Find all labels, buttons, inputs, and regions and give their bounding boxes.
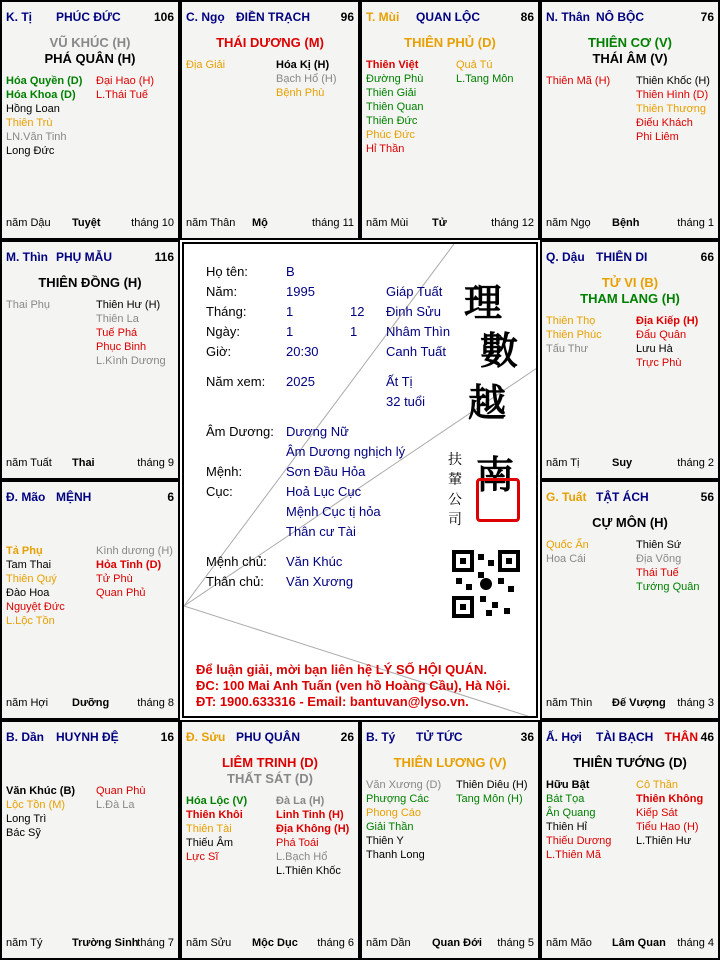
star-column-right bbox=[456, 58, 513, 86]
minor-star: Tang Môn (H) bbox=[456, 793, 523, 805]
star-column-left bbox=[6, 544, 65, 628]
value-nam-can: Giáp Tuất bbox=[386, 284, 443, 299]
label-ho-ten: Họ tên: bbox=[206, 264, 248, 279]
palace-number: 16 bbox=[160, 730, 174, 744]
minor-star: Quan Phủ bbox=[96, 587, 146, 599]
minor-star: L.Lộc Tồn bbox=[6, 615, 55, 627]
palace-branch: Đ. Mão bbox=[6, 490, 46, 504]
minor-star: L.Bạch Hổ bbox=[276, 851, 328, 863]
main-star: THIÊN TƯỚNG (D) bbox=[573, 755, 687, 770]
star-column-left bbox=[186, 58, 225, 72]
palace-year: năm Dần bbox=[366, 937, 411, 949]
than-marker: THÂN bbox=[664, 730, 698, 744]
minor-star: Thiên Khôi bbox=[186, 809, 243, 821]
value-gio-can: Canh Tuất bbox=[386, 344, 446, 359]
star-column-left bbox=[6, 784, 75, 840]
palace-branch: N. Thân bbox=[546, 10, 590, 24]
minor-star: Quả Tú bbox=[456, 59, 493, 71]
minor-star: Thiên Thọ bbox=[546, 315, 596, 327]
minor-star: Cô Thần bbox=[636, 779, 678, 791]
palace-branch: G. Tuất bbox=[546, 490, 587, 504]
minor-star: Thiên Hình (D) bbox=[636, 89, 709, 101]
palace-hoi[interactable] bbox=[540, 720, 720, 960]
palace-year: năm Hợi bbox=[6, 697, 49, 709]
minor-star: Thiên Việt bbox=[366, 59, 419, 71]
minor-star: Bác Sỹ bbox=[6, 827, 41, 839]
star-column-left bbox=[6, 298, 50, 312]
star-column-right bbox=[96, 784, 146, 812]
minor-star: Quốc Ấn bbox=[546, 539, 589, 551]
palace-mui[interactable] bbox=[360, 0, 540, 240]
minor-star: Phượng Các bbox=[366, 793, 429, 805]
minor-star: Thiên Khốc (H) bbox=[636, 75, 710, 87]
minor-star: Tam Thai bbox=[6, 559, 52, 571]
minor-star: Địa Kiếp (H) bbox=[636, 315, 699, 327]
minor-star: Hóa Kị (H) bbox=[276, 59, 330, 71]
palace-name: THIÊN DI bbox=[596, 250, 648, 264]
minor-star: Phá Toái bbox=[276, 837, 319, 849]
value-ngay: 1 bbox=[286, 324, 294, 339]
minor-star: Phi Liêm bbox=[636, 131, 679, 143]
star-column-right bbox=[636, 778, 703, 848]
minor-star: Thiên La bbox=[96, 313, 139, 325]
minor-star: Lực Sĩ bbox=[186, 851, 219, 863]
value-cuc: Hoả Lục Cục bbox=[286, 484, 362, 499]
qr-code-icon[interactable] bbox=[452, 550, 520, 618]
minor-star: Quan Phù bbox=[96, 785, 146, 797]
minor-star: Long Trì bbox=[6, 813, 47, 825]
value-cuc-3: Thân cư Tài bbox=[286, 524, 356, 539]
palace-name: QUAN LỘC bbox=[416, 10, 480, 24]
minor-star: Địa Giải bbox=[186, 59, 226, 71]
minor-star: Lưu Hà bbox=[636, 343, 673, 355]
palace-stage: Đế Vượng bbox=[612, 697, 666, 709]
minor-star: Hóa Khoa (D) bbox=[6, 89, 76, 101]
palace-number: 56 bbox=[700, 490, 714, 504]
contact-line-2: ĐC: 100 Mai Anh Tuấn (ven hồ Hoàng Cầu), Hà Nội. bbox=[196, 678, 511, 693]
star-column-left bbox=[186, 794, 247, 864]
star-column-left bbox=[546, 778, 611, 862]
palace-month: tháng 7 bbox=[137, 937, 174, 949]
minor-star: Thiên Trù bbox=[6, 117, 53, 129]
value-menh: Sơn Đầu Hỏa bbox=[286, 464, 366, 479]
value-cuc-2: Mệnh Cục tị hỏa bbox=[286, 504, 381, 519]
main-star: TỬ VI (B) bbox=[601, 275, 659, 290]
star-column-left bbox=[6, 74, 82, 158]
minor-star: Bệnh Phù bbox=[276, 87, 325, 99]
minor-star: Thiếu Dương bbox=[546, 835, 612, 847]
minor-star: Hồng Loan bbox=[6, 103, 60, 115]
minor-star: Linh Tinh (H) bbox=[276, 809, 344, 821]
palace-suu[interactable] bbox=[180, 720, 360, 960]
palace-ngo[interactable] bbox=[180, 0, 360, 240]
minor-star: Đường Phù bbox=[366, 73, 424, 85]
value-than-chu: Văn Xương bbox=[286, 574, 354, 589]
minor-star: Nguyệt Đức bbox=[6, 601, 65, 613]
value-thang: 1 bbox=[286, 304, 294, 319]
palace-year: năm Mùi bbox=[366, 217, 409, 229]
minor-star: Kình dương (H) bbox=[96, 545, 173, 557]
calligraphy-char-2: 數 bbox=[480, 328, 519, 373]
minor-star: Thiếu Âm bbox=[186, 837, 234, 849]
palace-month: tháng 12 bbox=[491, 217, 534, 229]
palace-branch: B. Tý bbox=[366, 730, 396, 744]
minor-star: Hóa Quyền (D) bbox=[6, 75, 83, 87]
minor-star: Thiên Hư (H) bbox=[96, 299, 161, 311]
minor-star: Đại Hao (H) bbox=[96, 75, 155, 87]
contact-line-3: ĐT: 1900.633316 - Email: bantuvan@lyso.vn. bbox=[196, 694, 469, 709]
main-star: THIÊN PHỦ (D) bbox=[404, 35, 496, 50]
palace-stage: Trường Sinh bbox=[72, 937, 139, 949]
label-cuc: Cục: bbox=[206, 484, 233, 499]
minor-star: Thiên Mã (H) bbox=[546, 75, 611, 87]
star-column-left bbox=[546, 314, 602, 356]
palace-year: năm Mão bbox=[546, 937, 592, 949]
main-star: VŨ KHÚC (H) bbox=[49, 35, 131, 50]
palace-branch: K. Tị bbox=[6, 10, 32, 24]
label-thang: Tháng: bbox=[206, 304, 247, 319]
minor-star: Đà La (H) bbox=[276, 795, 325, 807]
value-gio: 20:30 bbox=[286, 344, 319, 359]
palace-stage: Tử bbox=[432, 217, 447, 229]
palace-number: 106 bbox=[153, 10, 174, 24]
minor-star: Địa Võng bbox=[636, 553, 682, 565]
star-column-left bbox=[546, 74, 610, 88]
value-menh-chu: Văn Khúc bbox=[286, 554, 343, 569]
label-menh-chu: Mệnh chủ: bbox=[206, 554, 267, 569]
palace-stage: Thai bbox=[72, 457, 95, 469]
palace-name: MỆNH bbox=[56, 490, 92, 504]
palace-stage: Tuyệt bbox=[72, 217, 101, 229]
palace-ty2[interactable] bbox=[360, 720, 540, 960]
minor-star: Thái Tuế bbox=[636, 567, 679, 579]
minor-star: Hóa Lộc (V) bbox=[186, 795, 248, 807]
minor-star: Thiên Diêu (H) bbox=[456, 779, 528, 791]
palace-number: 46 bbox=[700, 730, 714, 744]
palace-branch: C. Ngọ bbox=[186, 10, 225, 24]
star-column-left bbox=[546, 538, 589, 566]
minor-star: Trực Phù bbox=[636, 357, 682, 369]
palace-ty[interactable] bbox=[0, 0, 180, 240]
palace-year: năm Tị bbox=[546, 457, 580, 469]
palace-year: năm Ngọ bbox=[546, 217, 591, 229]
value-ngay-can: Nhâm Thìn bbox=[386, 324, 451, 339]
minor-star: Bạch Hổ (H) bbox=[276, 73, 337, 85]
palace-stage: Bệnh bbox=[612, 217, 640, 229]
calligraphy-char-3: 越 bbox=[468, 380, 507, 425]
minor-star: Bát Tọa bbox=[546, 793, 585, 805]
minor-star: Điếu Khách bbox=[636, 117, 693, 129]
minor-star: Thiên Không bbox=[636, 793, 704, 805]
palace-name: NÔ BỘC bbox=[596, 10, 644, 24]
star-column-right bbox=[636, 538, 700, 594]
minor-star: Thiên Hỉ bbox=[546, 821, 587, 833]
value-am-duong-2: Âm Dương nghịch lý bbox=[286, 444, 406, 459]
main-star: THIÊN CƠ (V) bbox=[587, 35, 673, 50]
value-ho-ten: B bbox=[286, 264, 295, 279]
minor-star: Hỏa Tinh (D) bbox=[96, 559, 162, 571]
minor-star: Phong Cáo bbox=[366, 807, 422, 819]
palace-stage: Lâm Quan bbox=[612, 937, 666, 949]
star-column-right bbox=[276, 58, 337, 100]
star-column-left bbox=[366, 58, 423, 156]
palace-name: ĐIỀN TRẠCH bbox=[236, 10, 310, 24]
minor-star: L.Thiên Khốc bbox=[276, 865, 341, 877]
palace-year: năm Tý bbox=[6, 937, 43, 949]
palace-year: năm Sửu bbox=[186, 937, 232, 949]
palace-stage: Mộc Dục bbox=[252, 937, 298, 949]
label-gio: Giờ: bbox=[206, 344, 232, 359]
minor-star: Văn Khúc (B) bbox=[6, 785, 76, 797]
main-star: THIÊN LƯƠNG (V) bbox=[393, 755, 507, 770]
palace-number: 66 bbox=[700, 250, 714, 264]
minor-star: Thiên Đức bbox=[366, 115, 418, 127]
palace-year: năm Thân bbox=[186, 217, 236, 229]
palace-branch: Q. Dậu bbox=[546, 250, 585, 264]
star-column-right bbox=[96, 298, 166, 368]
star-column-right bbox=[636, 314, 698, 370]
palace-number: 76 bbox=[700, 10, 714, 24]
palace-number: 36 bbox=[520, 730, 534, 744]
main-star: THẤT SÁT (D) bbox=[227, 771, 313, 786]
minor-star: Tả Phụ bbox=[6, 545, 43, 557]
minor-star: Thiên Tài bbox=[186, 823, 232, 835]
minor-star: Phúc Đức bbox=[366, 129, 415, 141]
palace-than[interactable] bbox=[540, 0, 720, 240]
value-ngay-am: 1 bbox=[350, 324, 358, 339]
value-tuoi: 32 tuổi bbox=[386, 394, 426, 409]
minor-star: Thiên Y bbox=[366, 835, 404, 847]
palace-name: PHU QUÂN bbox=[236, 730, 301, 744]
palace-month: tháng 3 bbox=[677, 697, 714, 709]
calligraphy-char-4: 南 bbox=[476, 452, 515, 497]
minor-star: Lộc Tồn (M) bbox=[6, 799, 66, 811]
star-column-right bbox=[456, 778, 528, 806]
minor-star: Phục Binh bbox=[96, 341, 147, 353]
minor-star: L.Thiên Hư bbox=[636, 835, 692, 847]
label-menh: Mệnh: bbox=[206, 464, 243, 479]
minor-star: Hỉ Thần bbox=[366, 143, 405, 155]
palace-branch: Ấ. Hợi bbox=[546, 730, 582, 744]
main-star: LIÊM TRINH (D) bbox=[221, 755, 319, 770]
minor-star: Thai Phụ bbox=[6, 299, 51, 311]
palace-branch: M. Thìn bbox=[6, 250, 48, 264]
palace-number: 86 bbox=[520, 10, 534, 24]
palace-month: tháng 4 bbox=[677, 937, 714, 949]
red-seal-stamp bbox=[476, 478, 520, 522]
contact-line-1: Để luận giải, mời bạn liên hệ LÝ SỐ HỘI QUÁN. bbox=[196, 662, 487, 677]
palace-number: 116 bbox=[154, 250, 174, 264]
minor-star: Thiên Sứ bbox=[636, 539, 682, 551]
palace-month: tháng 1 bbox=[677, 217, 714, 229]
palace-name: PHÚC ĐỨC bbox=[56, 10, 121, 24]
palace-name: TỬ TỨC bbox=[416, 730, 463, 744]
palace-name: HUYNH ĐỆ bbox=[56, 730, 119, 744]
palace-mao[interactable] bbox=[0, 480, 180, 720]
star-column-left bbox=[366, 778, 441, 862]
palace-month: tháng 11 bbox=[311, 217, 354, 229]
minor-star: L.Thái Tuế bbox=[96, 89, 148, 101]
palace-branch: T. Mùi bbox=[366, 10, 400, 24]
palace-month: tháng 2 bbox=[677, 457, 714, 469]
main-star: THÁI DƯƠNG (M) bbox=[216, 35, 324, 50]
minor-star: Thiên Quý bbox=[6, 573, 57, 585]
value-am-duong: Dương Nữ bbox=[286, 424, 349, 439]
minor-star: Thiên Giải bbox=[366, 87, 417, 99]
calligraphy-char-1: 理 bbox=[464, 280, 503, 325]
minor-star: Long Đức bbox=[6, 145, 55, 157]
value-nam-xem: 2025 bbox=[286, 374, 315, 389]
palace-year: năm Dậu bbox=[6, 217, 51, 229]
palace-number: 6 bbox=[167, 490, 174, 504]
value-thang-am: 12 bbox=[350, 304, 365, 319]
palace-year: năm Thìn bbox=[546, 697, 593, 709]
main-star: THIÊN ĐỒNG (H) bbox=[38, 275, 142, 290]
minor-star: L.Đà La bbox=[96, 799, 135, 811]
minor-star: Ân Quang bbox=[546, 807, 596, 819]
palace-month: tháng 9 bbox=[137, 457, 174, 469]
palace-branch: Đ. Sửu bbox=[186, 730, 226, 744]
label-nam: Năm: bbox=[206, 284, 238, 299]
minor-star: Thiên Phúc bbox=[546, 329, 602, 341]
minor-star: Hữu Bật bbox=[546, 779, 590, 791]
palace-dau[interactable] bbox=[540, 240, 720, 480]
main-star: THÁI ÂM (V) bbox=[592, 51, 668, 66]
palace-stage: Mộ bbox=[252, 217, 268, 229]
palace-name: TÀI BẠCH bbox=[596, 730, 654, 744]
minor-star: Giải Thần bbox=[366, 821, 414, 833]
minor-star: Tuế Phá bbox=[96, 327, 138, 339]
label-than-chu: Thân chủ: bbox=[206, 574, 264, 589]
label-nam-xem: Năm xem: bbox=[206, 374, 266, 389]
minor-star: Kiếp Sát bbox=[636, 807, 678, 819]
minor-star: L.Thiên Mã bbox=[546, 849, 602, 861]
palace-stage: Suy bbox=[612, 457, 633, 469]
minor-star: Hoa Cái bbox=[546, 553, 586, 565]
minor-star: Văn Xương (D) bbox=[366, 779, 442, 791]
minor-star: Đào Hoa bbox=[6, 587, 50, 599]
palace-year: năm Tuất bbox=[6, 457, 52, 469]
value-nam-xem-can: Ất Tị bbox=[386, 374, 413, 389]
star-column-right bbox=[276, 794, 349, 878]
star-column-right bbox=[96, 544, 173, 600]
minor-star: LN.Văn Tinh bbox=[6, 131, 67, 143]
minor-star: Địa Không (H) bbox=[276, 823, 350, 835]
minor-star: Tướng Quân bbox=[636, 581, 700, 593]
palace-tuat[interactable] bbox=[540, 480, 720, 720]
minor-star: Đẩu Quân bbox=[636, 329, 687, 341]
palace-month: tháng 10 bbox=[131, 217, 174, 229]
main-star: THAM LANG (H) bbox=[580, 291, 680, 306]
palace-number: 96 bbox=[340, 10, 354, 24]
label-ngay: Ngày: bbox=[206, 324, 240, 339]
label-am-duong: Âm Dương: bbox=[206, 424, 274, 439]
palace-number: 26 bbox=[340, 730, 354, 744]
minor-star: Thiên Thương bbox=[636, 103, 707, 115]
star-column-right bbox=[96, 74, 154, 102]
minor-star: Thanh Long bbox=[366, 849, 425, 861]
value-thang-can: Đinh Sửu bbox=[386, 304, 441, 319]
minor-star: L.Tang Môn bbox=[456, 73, 514, 85]
value-nam: 1995 bbox=[286, 284, 315, 299]
center-info-panel bbox=[182, 242, 538, 718]
minor-star: Tấu Thư bbox=[546, 343, 589, 355]
main-star: PHÁ QUÂN (H) bbox=[44, 51, 136, 66]
seal-text: 扶 輦 公 司 bbox=[448, 452, 462, 528]
minor-star: Tử Phù bbox=[96, 573, 133, 585]
main-star: CỰ MÔN (H) bbox=[592, 515, 668, 530]
palace-month: tháng 8 bbox=[137, 697, 174, 709]
palace-name: PHỤ MẪU bbox=[56, 250, 112, 264]
palace-branch: B. Dần bbox=[6, 730, 45, 744]
palace-stage: Dưỡng bbox=[72, 697, 110, 709]
palace-month: tháng 6 bbox=[317, 937, 354, 949]
palace-thin[interactable] bbox=[0, 240, 180, 480]
minor-star: Tiểu Hao (H) bbox=[636, 821, 699, 833]
palace-month: tháng 5 bbox=[497, 937, 534, 949]
minor-star: L.Kình Dương bbox=[96, 355, 166, 367]
star-column-right bbox=[636, 74, 710, 144]
palace-stage: Quan Đới bbox=[432, 937, 482, 949]
minor-star: Thiên Quan bbox=[366, 101, 424, 113]
palace-name: TẬT ÁCH bbox=[596, 490, 649, 504]
palace-dan[interactable] bbox=[0, 720, 180, 960]
